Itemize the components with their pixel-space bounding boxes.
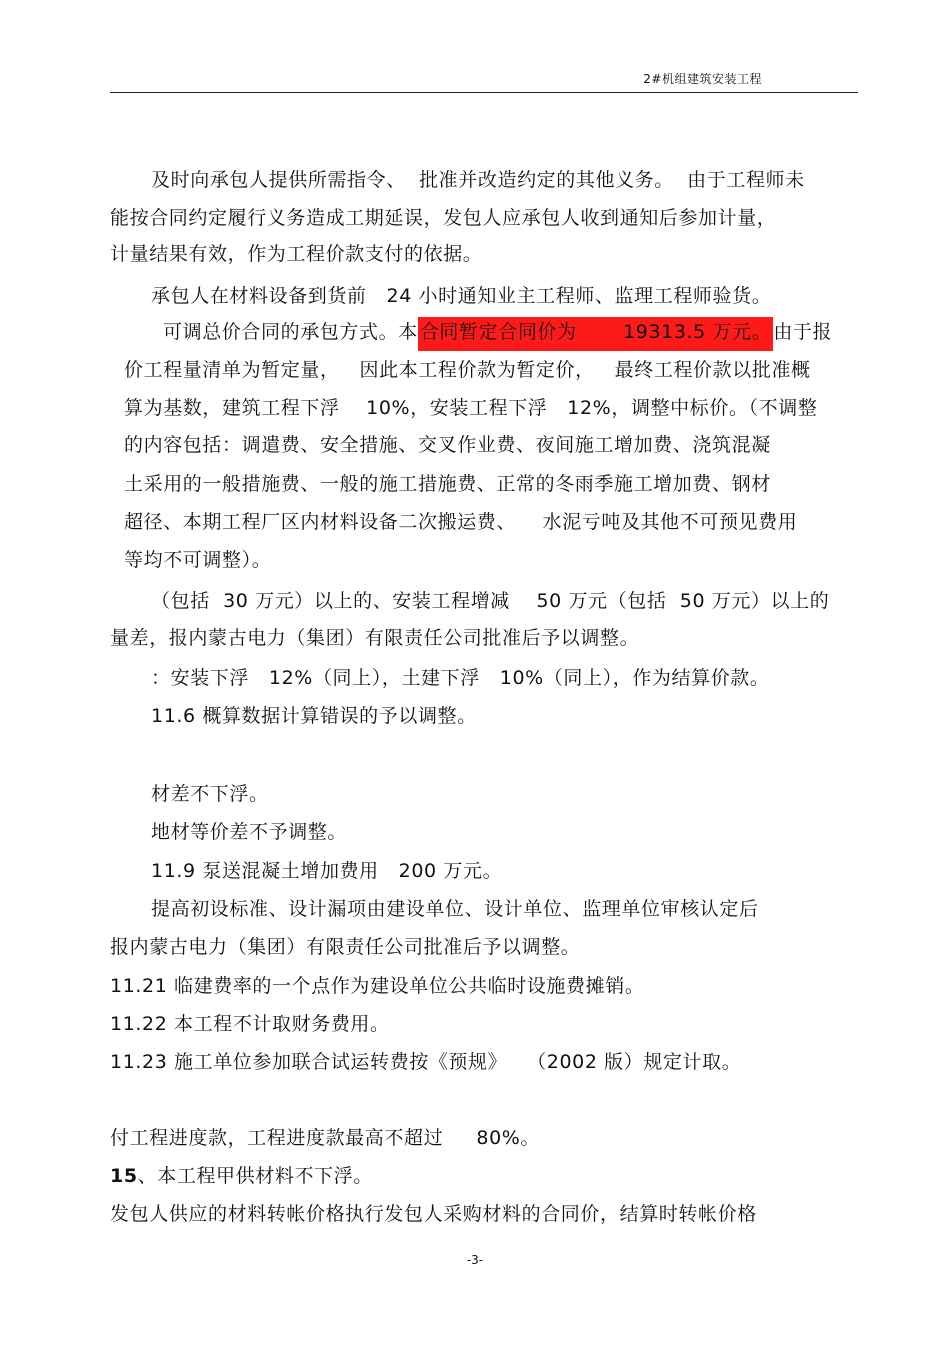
text-line: 等均不可调整）。 (124, 549, 272, 571)
text-line: 11.9 泵送混凝土增加费用 200 万元。 (151, 860, 503, 882)
text-line: 报内蒙古电力（集团）有限责任公司批准后予以调整。 (110, 936, 581, 958)
text-line: 量差，报内蒙古电力（集团）有限责任公司批准后予以调整。 (110, 627, 640, 649)
item-15-text: 本工程甲供材料不下浮。 (157, 1165, 373, 1187)
header-title: 2#机组建筑安装工程 (643, 72, 762, 86)
contract-line-before: 可调总价合同的承包方式。本 (163, 321, 418, 343)
text-line: ：安装下浮 12%（同上），土建下浮 10%（同上），作为结算价款。 (151, 667, 770, 689)
text-line: 11.21 临建费率的一个点作为建设单位公共临时设施费摊销。 (110, 975, 645, 997)
text-line: 算为基数，建筑工程下浮 10%，安装工程下浮 12%，调整中标价。（不调整 (124, 397, 818, 419)
text-line: 地材等价差不予调整。 (151, 821, 348, 843)
item-15-separator: 、 (137, 1165, 158, 1187)
text-line: （包括 30 万元）以上的、安装工程增减 50 万元（包括 50 万元）以上的 (151, 590, 830, 612)
page-header (110, 60, 858, 93)
text-line: 的内容包括：调遣费、安全措施、交叉作业费、夜间施工增加费、浇筑混凝 (124, 434, 771, 456)
item-15-number: 15 (110, 1165, 138, 1187)
text-line: 计量结果有效，作为工程价款支付的依据。 (110, 243, 483, 265)
text-line: 土采用的一般措施费、一般的施工措施费、正常的冬雨季施工增加费、钢材 (124, 473, 771, 495)
text-line: 价工程量清单为暂定量， 因此本工程价款为暂定价， 最终工程价款以批准概 (124, 359, 811, 381)
text-line: 11.23 施工单位参加联合试运转费按《预规》 （2002 版）规定计取。 (110, 1051, 742, 1073)
contract-price-highlight: 合同暂定合同价为 19313.5 万元。 (418, 317, 774, 351)
page-number: -3- (466, 1253, 484, 1267)
text-line: 材差不下浮。 (151, 783, 269, 805)
text-line: 提高初设标准、设计漏项由建设单位、设计单位、监理单位审核认定后 (151, 898, 759, 920)
contract-line-after: 由于报 (773, 321, 833, 343)
text-line: 发包人供应的材料转帐价格执行发包人采购材料的合同价，结算时转帐价格 (110, 1203, 757, 1225)
text-line: 11.22 本工程不计取财务费用。 (110, 1013, 390, 1035)
text-line: 及时向承包人提供所需指令、 批准并改造约定的其他义务。 由于工程师未 (151, 169, 805, 191)
item-15-line (110, 1164, 373, 1188)
text-line: 超径、本期工程厂区内材料设备二次搬运费、 水泥亏吨及其他不可预见费用 (124, 511, 798, 533)
text-line: 能按合同约定履行义务造成工期延误，发包人应承包人收到通知后参加计量， (110, 207, 777, 229)
text-line: 付工程进度款，工程进度款最高不超过 80%。 (110, 1127, 541, 1149)
contract-price-line (163, 320, 832, 344)
text-line: 11.6 概算数据计算错误的予以调整。 (151, 705, 477, 727)
text-line: 承包人在材料设备到货前 24 小时通知业主工程师、监理工程师验货。 (151, 285, 772, 307)
